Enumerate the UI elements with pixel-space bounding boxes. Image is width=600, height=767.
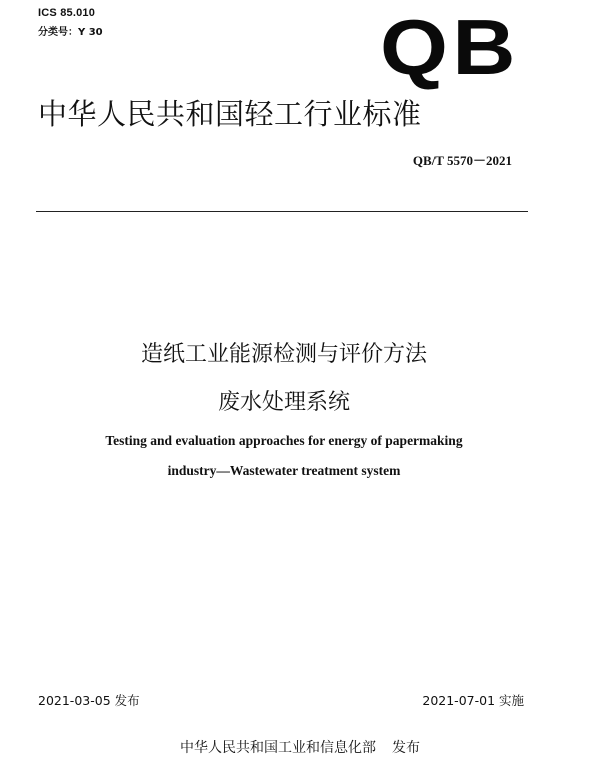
classification-number: 分类号：Y 30 [38, 27, 103, 38]
publisher-name: 中华人民共和国工业和信息化部 [180, 740, 376, 756]
document-title-en-line2: industry—Wastewater treatment system [167, 463, 401, 478]
standard-code: QB/T 5570－2021 [412, 153, 512, 168]
publisher-action: 发布 [392, 740, 420, 756]
issue-date: 2021-03-05 发布 [38, 693, 140, 708]
document-title-cn-line1: 造纸工业能源检测与评价方法 [140, 342, 427, 367]
qb-logo: QB [380, 3, 520, 91]
header-divider [36, 211, 528, 212]
document-title-cn-line2: 废水处理系统 [217, 390, 350, 415]
document-title-en-line1: Testing and evaluation approaches for energy of papermaking [105, 433, 463, 448]
ics-number: ICS 85.010 [38, 7, 96, 19]
publisher-line [0, 737, 600, 757]
standard-category-title: 中华人民共和国轻工行业标准 [38, 97, 422, 131]
implementation-date: 2021-07-01 实施 [422, 693, 524, 708]
